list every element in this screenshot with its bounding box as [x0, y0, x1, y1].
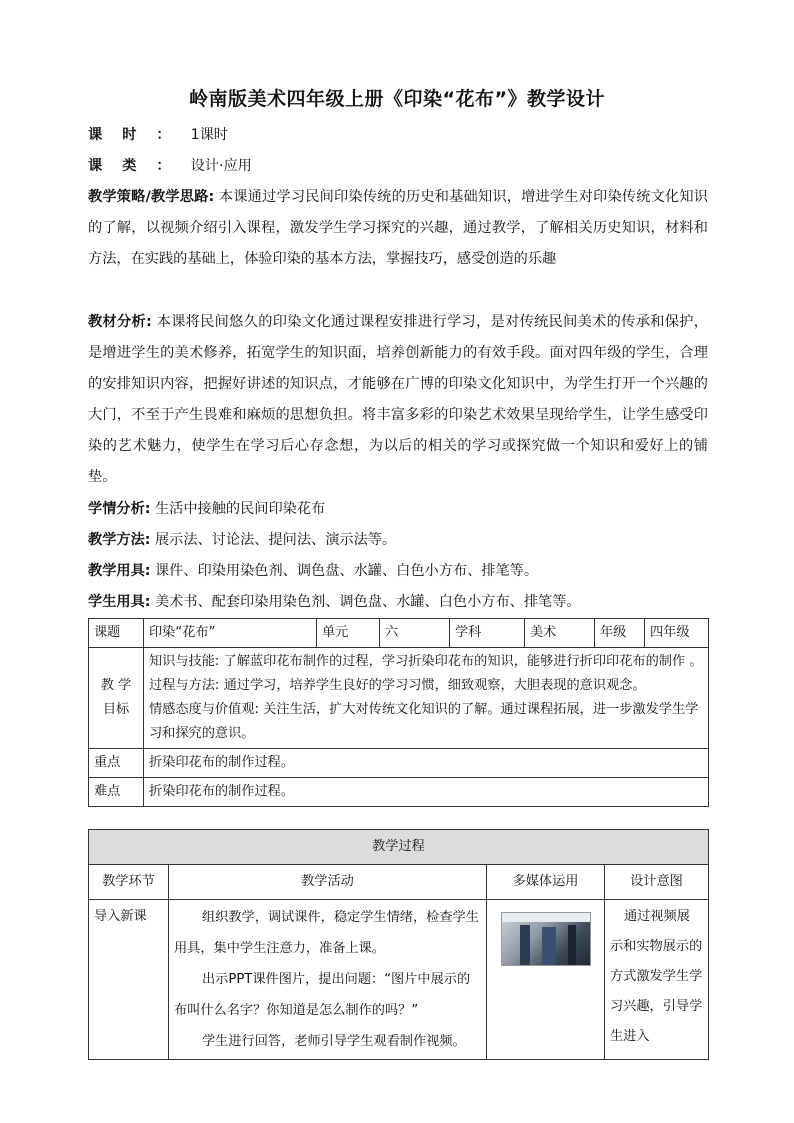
strategy-text: 本课通过学习民间印染传统的历史和基础知识，增进学生对印染传统文化知识的了解，以视频介绍引入课程，激发学生学习探究的兴趣，通过教学，了解相关历史知识，材料和方法，在实践的基础上，体验印染的基本方法，掌握技巧，感受创造的乐趣	[88, 189, 708, 267]
document-title: 岭南版美术四年级上册《印染“花布”》教学设计	[189, 88, 605, 110]
process-row-intro	[89, 900, 709, 1060]
col-activity-header: 教学活动	[169, 865, 487, 900]
student-tools-label: 学生用具:	[88, 594, 151, 610]
lesson-info-table	[88, 618, 709, 807]
subject-label: 学科	[450, 619, 525, 648]
goal-cell	[144, 648, 709, 749]
activity-cell	[169, 900, 487, 1060]
unit-value: 六	[380, 619, 450, 648]
info-row-topic	[89, 619, 709, 648]
difficulty-value: 折染印花布的制作过程。	[144, 778, 709, 807]
process-header-row	[89, 865, 709, 900]
goal-label: 教 学 目标	[89, 648, 144, 749]
ppt-slide-thumbnail	[501, 912, 591, 966]
activity-step-3: 学生进行回答，老师引导学生观看制作视频。	[202, 1034, 466, 1049]
key-value: 折染印花布的制作过程。	[144, 749, 709, 778]
col-stage-header: 教学环节	[89, 865, 169, 900]
activity-step-2: 出示PPT课件图片，提出问题：“图片中展示的布叫什么名字？你知道是怎么制作的吗？”	[174, 972, 471, 1018]
col-media-header: 多媒体运用	[487, 865, 605, 900]
info-row-difficulty	[89, 778, 709, 807]
media-cell	[487, 900, 605, 1060]
key-label: 重点	[89, 749, 144, 778]
col-intent-header: 设计意图	[605, 865, 709, 900]
process-title-row	[89, 830, 709, 865]
unit-label: 单元	[317, 619, 380, 648]
process-section-title: 教学过程	[89, 830, 709, 865]
topic-label: 课题	[89, 619, 144, 648]
strategy-label: 教学策略/教学思路:	[88, 189, 215, 205]
grade-value: 四年级	[645, 619, 709, 648]
learner-line	[88, 494, 708, 525]
tools-label: 教学用具:	[88, 563, 151, 579]
subject-value: 美术	[525, 619, 595, 648]
lesson-type-label: 课类：	[88, 158, 191, 174]
goal-knowledge: 知识与技能: 了解蓝印花布制作的过程，学习折染印花布的知识，能够进行折印印花布的制作 。	[149, 654, 703, 669]
lesson-time-label: 课时：	[88, 127, 191, 143]
learner-label: 学情分析:	[88, 501, 151, 517]
tools-text: 课件、印染用染色剂、调色盘、水罐、白色小方布、排笔等。	[150, 563, 539, 579]
method-line	[88, 525, 708, 556]
analysis-label: 教材分析:	[88, 314, 152, 330]
method-text: 展示法、讨论法、提问法、演示法等。	[150, 532, 397, 548]
lesson-time-value: 1课时	[190, 127, 228, 143]
goal-process: 过程与方法: 通过学习，培养学生良好的学习习惯，细致观察，大胆表现的意识观念。	[149, 678, 646, 693]
analysis-text: 本课将民间悠久的印染文化通过课程安排进行学习，是对传统民间美术的传承和保护，是增进学生的美术修养，拓宽学生的知识面，培养创新能力的有效手段。面对四年级的学生，合理的安排知识内容，把握好讲述的知识点，才能够在广博的印染文化知识中，为学生打开一个兴趣的大门，不至于产生畏难和麻烦的思想负担。将丰富多彩的印染艺术效果呈现给学生，让学生感受印染的艺术魅力，使学生在学习后心存念想，为以后的相关的学习或探究做一个知识和爱好上的铺垫。	[88, 314, 708, 485]
method-label: 教学方法:	[88, 532, 151, 548]
tools-line	[88, 556, 708, 587]
goal-attitude: 情感态度与价值观: 关注生活，扩大对传统文化知识的了解。通过课程拓展，进一步激发学生学习和探究的意识。	[149, 702, 699, 741]
grade-label: 年级	[595, 619, 645, 648]
info-row-goals	[89, 648, 709, 749]
learner-text: 生活中接触的民间印染花布	[150, 501, 326, 517]
student-tools-text: 美术书、配套印染用染色剂、调色盘、水罐、白色小方布、排笔等。	[150, 594, 581, 610]
student-tools-line	[88, 587, 708, 618]
topic-value: 印染“花布”	[144, 619, 317, 648]
lesson-type-line	[88, 151, 708, 182]
intent-cell: 通过视频展示和实物展示的方式激发学生学习兴趣，引导学生进入	[605, 900, 709, 1060]
difficulty-label: 难点	[89, 778, 144, 807]
lesson-type-value: 设计·应用	[190, 158, 252, 174]
strategy-paragraph	[88, 182, 708, 275]
teaching-process-table	[88, 829, 709, 1060]
info-row-key	[89, 749, 709, 778]
lesson-time-line	[88, 120, 708, 151]
analysis-paragraph	[88, 307, 708, 493]
stage-cell: 导入新课	[89, 900, 169, 1060]
activity-step-1: 组织教学，调试课件，稳定学生情绪，检查学生用具，集中学生注意力，准备上课。	[174, 910, 479, 956]
